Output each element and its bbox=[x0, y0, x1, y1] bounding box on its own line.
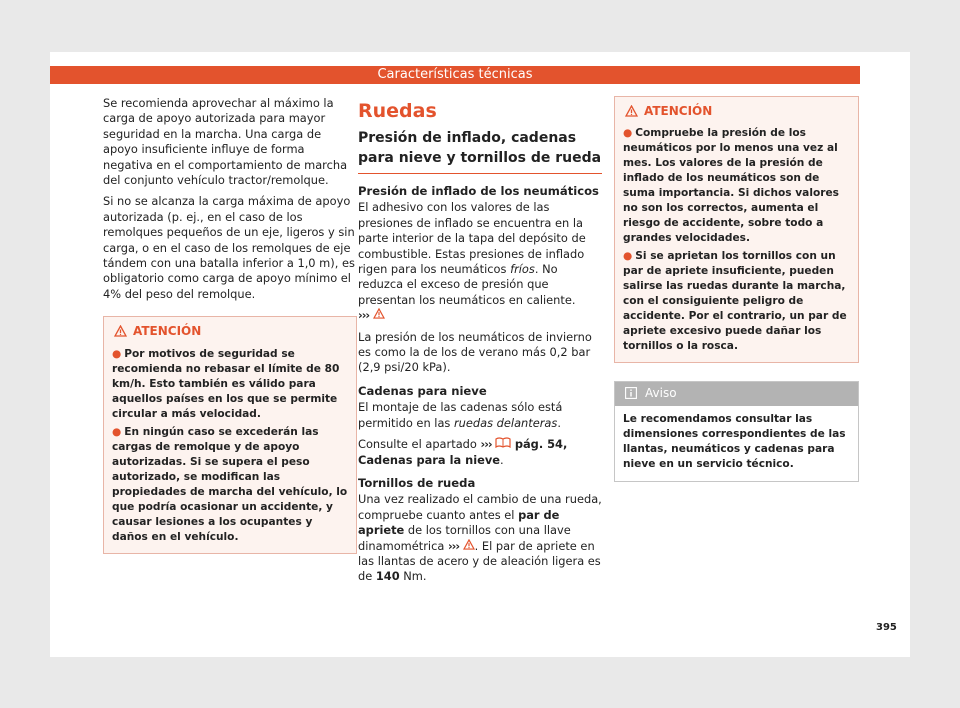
paragraph-support-load: Se recomienda aprovechar al máximo la carga de apoyo autorizada para mayor seguridad en la marcha. Una carga de apoyo insuficiente influye de forma negativa en el comportamiento de marcha del conjunto vehículo tractor/remolque. bbox=[103, 96, 348, 188]
chapter-header: Características técnicas bbox=[50, 66, 860, 84]
paragraph-minimum-load: Si no se alcanza la carga máxima de apoyo autorizada (p. ej., en el caso de los remolques pequeños de un eje, ligeros y sin carga, o en el caso de los remolques de eje tándem con una batalla inferior a 1,0 m), es obligatorio como carga de apoyo mínimo el 4% del peso del remolque. bbox=[103, 194, 355, 301]
paragraph-wheel-bolts: Una vez realizado el cambio de una rueda, compruebe cuanto antes el par de apriete de los tornillos con una llave dinamométrica ››› . El par de apriete en las llantas de acero y de aleación ligera es de 140 Nm. bbox=[358, 492, 602, 584]
notice-text: Le recomendamos consultar las dimensiones correspondientes de las llantas, neumáticos y cadenas para nieve en un servicio técnico. bbox=[623, 412, 846, 470]
notice-title: Aviso bbox=[645, 386, 677, 401]
notice-box bbox=[614, 381, 859, 481]
column-2 bbox=[358, 96, 602, 591]
warning-triangle-icon bbox=[625, 105, 638, 117]
warning-header bbox=[615, 97, 858, 123]
book-icon bbox=[495, 437, 511, 448]
column-3 bbox=[614, 96, 859, 482]
bullet-icon: ● bbox=[623, 127, 633, 140]
paragraph-tire-pressure: El adhesivo con los valores de las presiones de inflado se encuentra en la parte interior de la tapa del depósito de combustible. Estas presiones de inflado rigen para los neumáticos fríos. No reduzca el exceso de presión que presentan los neumáticos en caliente. ››› bbox=[358, 200, 586, 323]
heading-tire-pressure: Presión de inflado de los neumáticos bbox=[358, 184, 599, 198]
warning-box-tires bbox=[614, 96, 859, 363]
warning-item bbox=[615, 246, 858, 354]
heading-wheel-bolts: Tornillos de rueda bbox=[358, 475, 476, 490]
warning-item bbox=[104, 422, 356, 545]
warning-triangle-icon[interactable] bbox=[373, 308, 385, 319]
info-icon bbox=[625, 387, 637, 399]
warning-item-text: En ningún caso se excederán las cargas de remolque y de apoyo autorizadas. Si se supera el peso autorizado, se modifican las propiedades de marcha del vehículo, lo que podría ocasionar un accidente, y causar lesiones a los ocupantes y daños en el vehículo. bbox=[112, 425, 348, 543]
warning-header bbox=[104, 317, 356, 343]
section-title: Ruedas bbox=[358, 100, 437, 122]
subsection-title: Presión de inflado, cadenas para nieve y tornillos de rueda bbox=[358, 128, 602, 174]
warning-box-towing bbox=[103, 316, 357, 553]
paragraph-winter-tires: La presión de los neumáticos de invierno es como la de los de verano más 0,2 bar (2,9 psi/20 kPa). bbox=[358, 329, 592, 375]
warning-item bbox=[104, 344, 356, 422]
link-snow-chains-page[interactable]: pág. 54, Cadenas para la nieve bbox=[358, 437, 568, 467]
column-1 bbox=[103, 96, 357, 554]
warning-triangle-icon bbox=[114, 325, 127, 337]
warning-item bbox=[615, 123, 858, 246]
notice-header bbox=[615, 382, 858, 405]
heading-snow-chains: Cadenas para nieve bbox=[358, 383, 487, 398]
warning-item-text: Compruebe la presión de los neumáticos por lo menos una vez al mes. Los valores de la presión de inflado de los neumáticos son de suma importancia. Si dichos valores no son los correctos, aumenta el riesgo de accidente, sobre todo a grandes velocidades. bbox=[623, 127, 839, 245]
warning-triangle-icon[interactable] bbox=[463, 539, 475, 550]
bullet-icon: ● bbox=[112, 347, 122, 360]
page-number: 395 bbox=[876, 622, 897, 633]
paragraph-see-section: Consulte el apartado ››› pág. 54, Cadenas para la nieve. bbox=[358, 437, 568, 467]
warning-title: ATENCIÓN bbox=[133, 324, 202, 339]
paragraph-snow-chains: El montaje de las cadenas sólo está permitido en las ruedas delanteras. bbox=[358, 400, 563, 430]
warning-item-text: Si se aprietan los tornillos con un par de apriete insuficiente, pueden salirse las ruedas durante la marcha, con el consiguiente peligro de accidente. Por el contrario, un par de apriete excesivo puede dañar los tornillos o la rosca. bbox=[623, 250, 847, 353]
bullet-icon: ● bbox=[112, 425, 122, 438]
reference-arrows: ››› bbox=[358, 308, 370, 323]
bullet-icon: ● bbox=[623, 250, 633, 263]
warning-item-text: Por motivos de seguridad se recomienda no rebasar el límite de 80 km/h. Esto también es válido para aquellos países en los que se permite circular a más velocidad. bbox=[112, 347, 340, 420]
warning-title: ATENCIÓN bbox=[644, 104, 713, 118]
